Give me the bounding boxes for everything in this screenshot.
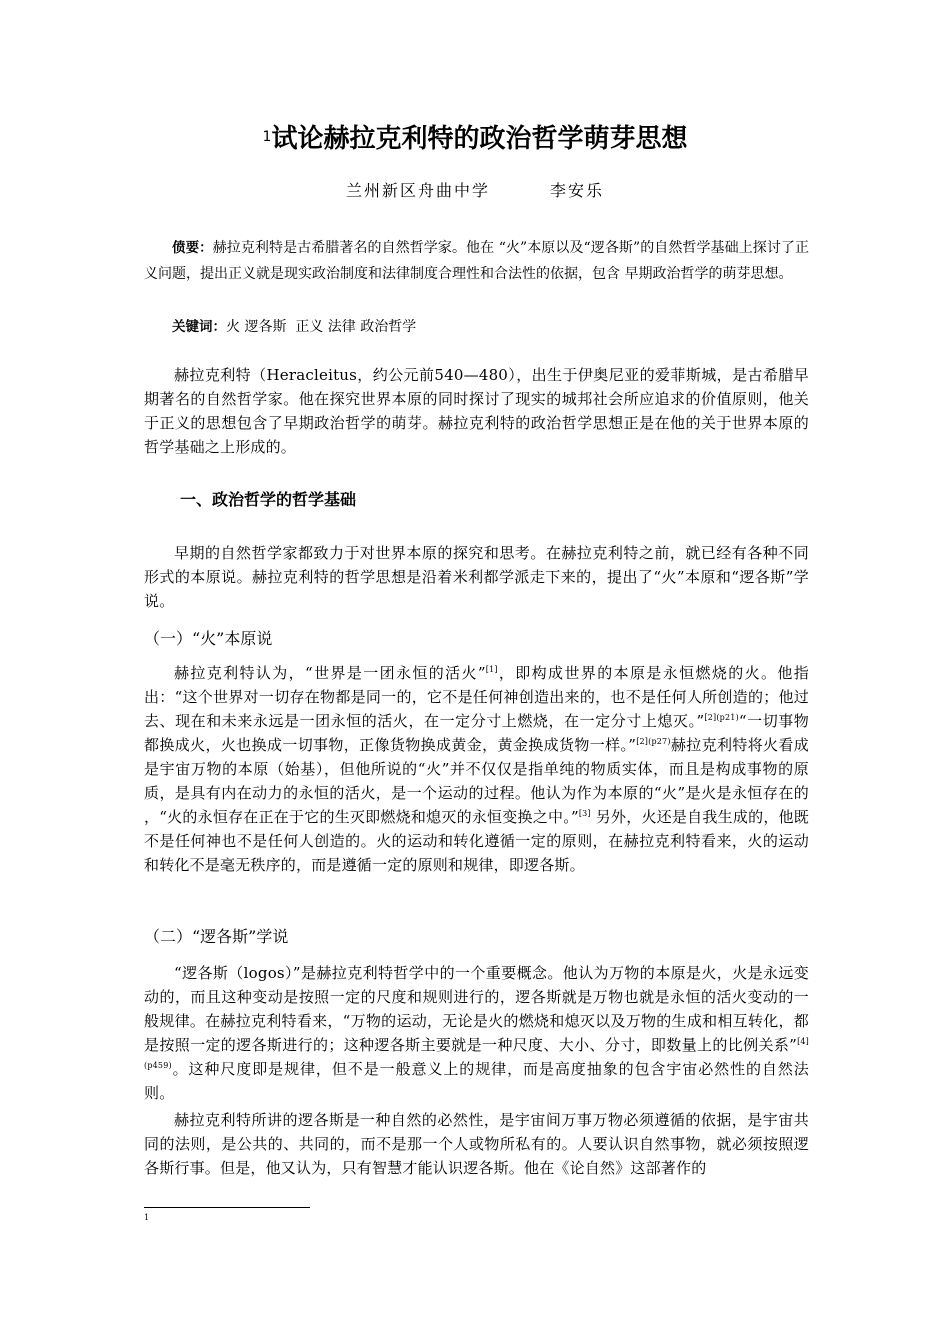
fire-text-5: 另外，火还是自我生成的，他既不是任何神也不是任何人创造的。火的运动和转化遵循一定的原则，在赫拉克利特看来，火的运动和转化不是毫无秩序的，而是遵循一定的原则和规律，即逻各斯。 <box>144 808 809 874</box>
title-text: 试论赫拉克利特的政治哲学萌芽思想 <box>271 124 688 154</box>
section1-intro-paragraph: 早期的自然哲学家都致力于对世界本原的探究和思考。在赫拉克利特之前，就已经有各种不同形式的本原说。赫拉克利特的哲学思想是沿着米利都学派走下来的，提出了“火”本原和“逻各斯”学说。 <box>144 544 809 610</box>
citation-ref: [2](p27) <box>636 737 671 746</box>
footnote-divider <box>144 1207 310 1208</box>
title-footnote-marker: 1 <box>262 129 272 145</box>
footnote: 1 <box>144 1213 150 1222</box>
citation-ref: [4](p459) <box>144 1037 809 1070</box>
author-name: 李安乐 <box>550 181 605 200</box>
subsection-heading-fire: （一）“火”本原说 <box>144 629 273 648</box>
fire-text-4: 赫拉克利特将火看成是宇宙万物的本原（始基），但他所说的“火”并不仅仅是指单纯的物质实体，而且是构成事物的原质，是具有内在动力的永恒的活火，是一个运动的过程。他认为作为本原的“火”是火是永恒存在的 ，“火的永恒存在正在于它的生灭即燃烧和熄灭的永恒变换之中。” <box>144 736 809 826</box>
fire-text-3: “一切事物都换成火，火也换成一切事物，正像货物换成黄金，黄金换成货物一样。” <box>144 712 810 754</box>
byline <box>0 178 950 201</box>
keywords-text: 火 逻各斯 正义 法律 政治哲学 <box>226 319 417 335</box>
fire-paragraph <box>144 661 809 877</box>
abstract <box>144 235 809 287</box>
citation-ref: [3] <box>578 809 591 818</box>
section-heading-1: 一、政治哲学的哲学基础 <box>180 490 357 509</box>
logos-text-1: “逻各斯（logos）”是赫拉克利特哲学中的一个重要概念。他认为万物的本原是火，火是永远变动的，而且这种变动是按照一定的尺度和规则进行的，逻各斯就是万物也就是永恒的活火变动的一般规律。在赫拉克利特看来，“万物的运动，无论是火的燃烧和熄灭以及万物的生成和相互转化，都是按照一定的逻各斯进行的；这种逻各斯主要就是一种尺度、大小、分寸，即数量上的比例关系” <box>144 964 809 1054</box>
abstract-text: 赫拉克利特是古希腊著名的自然哲学家。他在 “火”本原以及“逻各斯”的自然哲学基础上探讨了正义问题，提出正义就是现实政治制度和法律制度合理性和合法性的依据，包含 早期政治哲学的萌芽思想。 <box>144 240 809 282</box>
logos-paragraph <box>144 961 809 1105</box>
fire-text-2: ，即构成世界的本原是永恒燃烧的火。他指出：“这个世界对一切存在物都是同一的，它不是任何神创造出来的，也不是任何人所创造的；他过去、现在和未来永远是一团永恒的活火，在一定分寸上燃烧，在一定分寸上熄灭。” <box>144 664 809 730</box>
fire-text-1: 赫拉克利特认为，“世界是一团永恒的活火” <box>174 664 486 682</box>
logos-paragraph-2: 赫拉克利特所讲的逻各斯是一种自然的必然性，是宇宙间万事万物必须遵循的依据，是宇宙共同的法则，是公共的、共同的，而不是那一个人或物所私有的。人要认识自然事物，就必须按照逻各斯行事。但是，他又认为，只有智慧才能认识逻各斯。他在《论自然》这部著作的 <box>144 1111 809 1177</box>
keywords-label: 关键词： <box>172 319 226 335</box>
paper-title <box>0 122 950 156</box>
intro-paragraph: 赫拉克利特（Heracleitus，约公元前540—480），出生于伊奥尼亚的爱菲斯城，是古希腊早期著名的自然哲学家。他在探究世界本原的同时探讨了现实的城邦社会所应追求的价值原则，他关于正义的思想包含了早期政治哲学的萌芽。赫拉克利特的政治哲学思想正是在他的关于世界本原的哲学基础之上形成的。 <box>144 366 809 456</box>
citation-ref: [1] <box>485 665 498 674</box>
abstract-label: 偾要： <box>172 240 213 256</box>
subsection-heading-logos: （二）“逻各斯”学说 <box>144 927 289 946</box>
logos-text-2: 。这种尺度即是规律，但不是一般意义上的规律，而是高度抽象的包含宇宙必然性的自然法则。 <box>144 1060 809 1102</box>
keywords <box>172 314 812 340</box>
school-name: 兰州新区舟曲中学 <box>345 181 490 200</box>
citation-ref: [2](p21) <box>704 713 739 722</box>
